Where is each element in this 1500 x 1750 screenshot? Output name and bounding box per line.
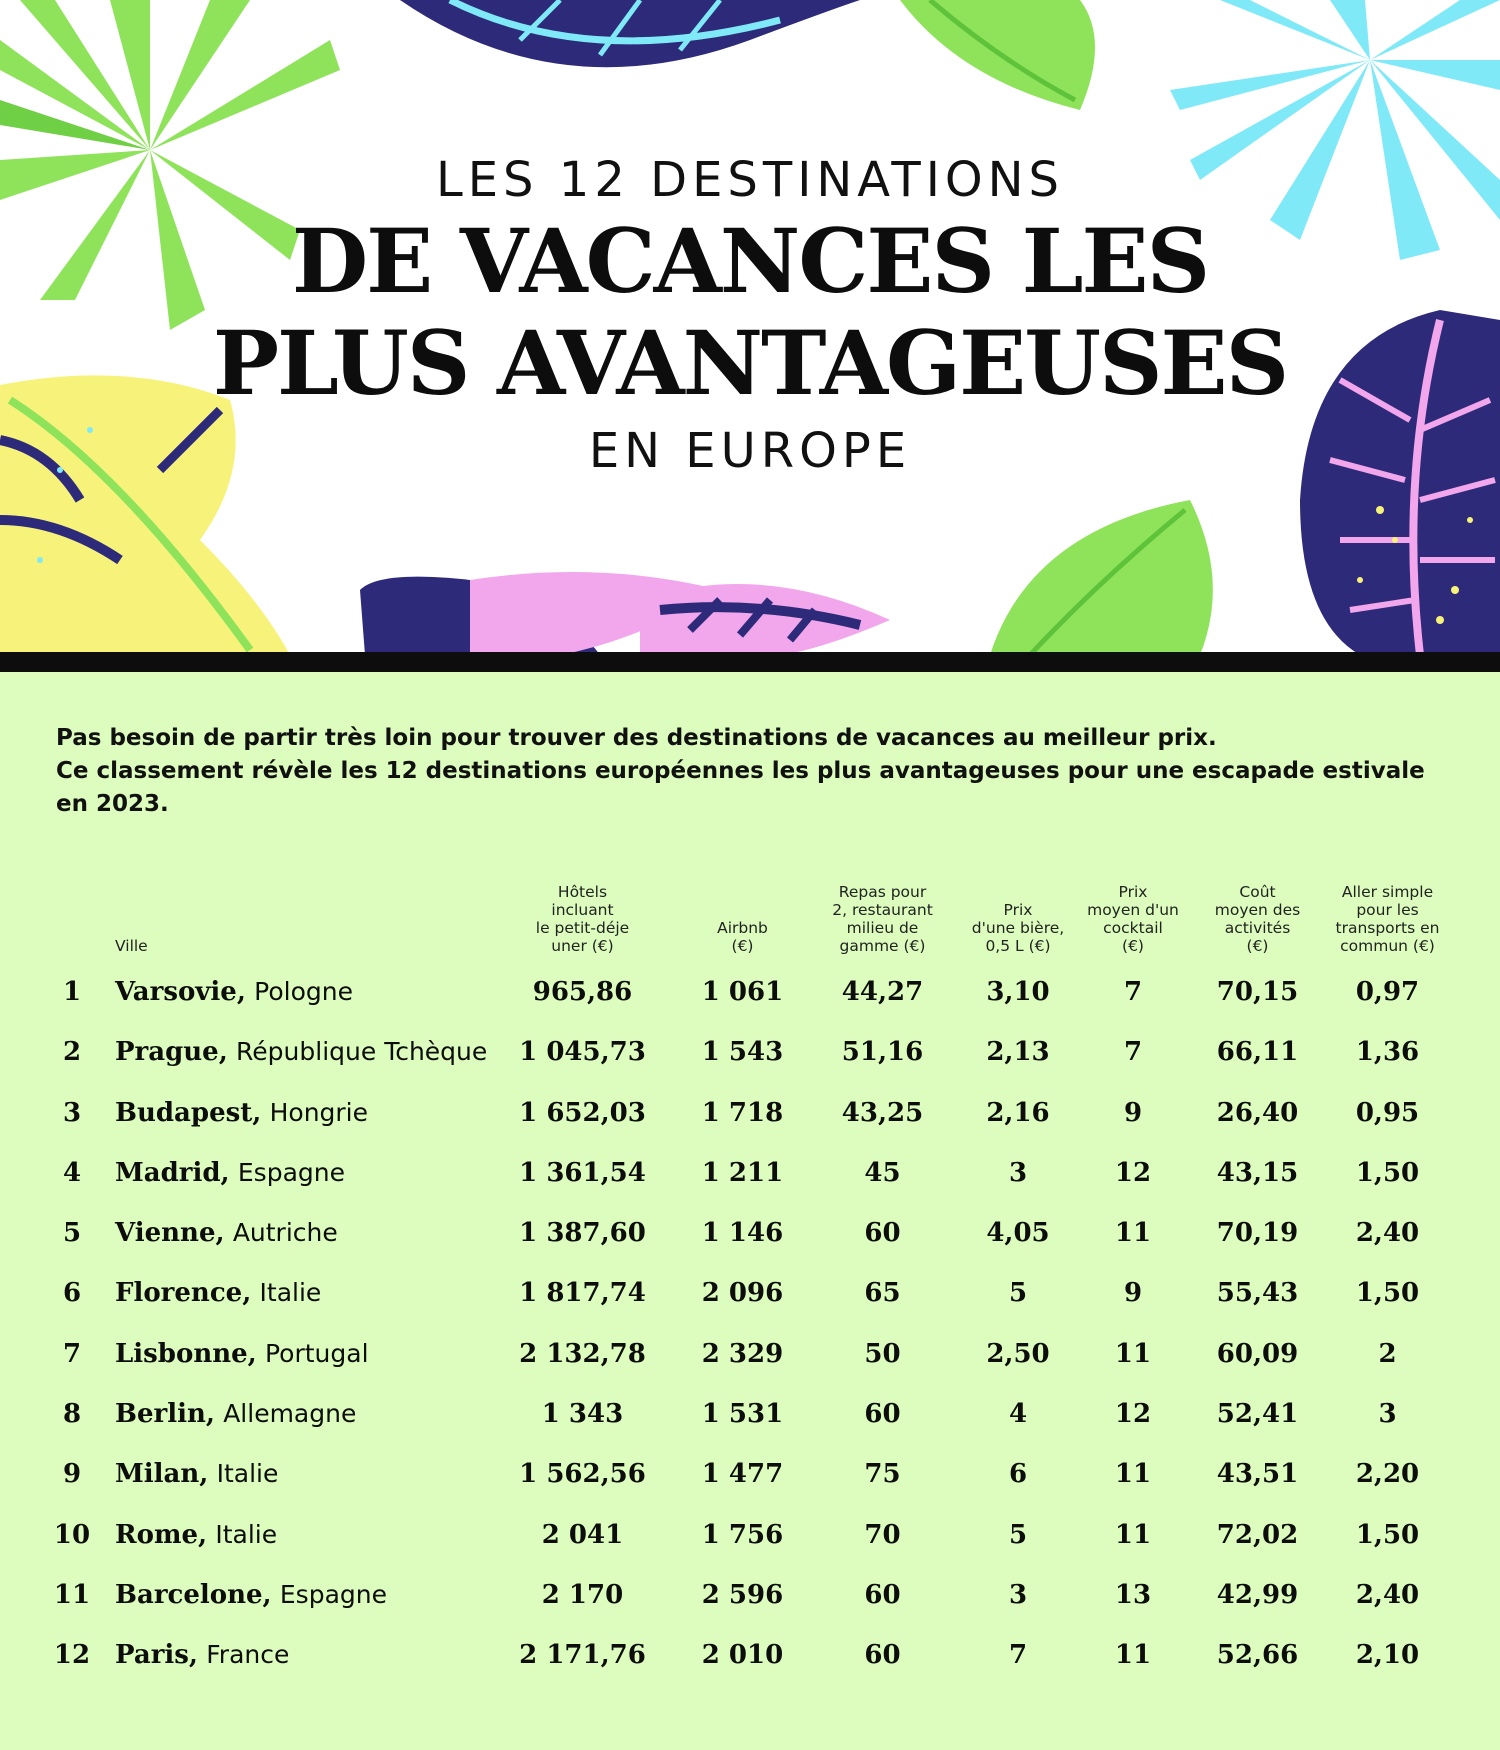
country-name: Allemagne bbox=[223, 1399, 357, 1429]
cocktail-cell: 7 bbox=[1123, 1037, 1143, 1068]
airbnb-cell: 2 096 bbox=[701, 1278, 784, 1309]
meal-cell: 70 bbox=[864, 1519, 901, 1550]
country-name: Espagne bbox=[279, 1579, 387, 1609]
hotel-cell: 1 343 bbox=[541, 1399, 624, 1430]
beer-cell: 4 bbox=[1008, 1399, 1028, 1430]
activity-cell: 60,09 bbox=[1216, 1338, 1299, 1369]
header-meal-line: 2, restaurant bbox=[832, 901, 933, 919]
transport-cell: 2,10 bbox=[1355, 1640, 1420, 1671]
table-row bbox=[0, 1022, 1500, 1082]
title-block bbox=[0, 150, 1500, 482]
activity-cell: 43,15 bbox=[1216, 1157, 1299, 1188]
header-cocktail-line: moyen d'un bbox=[1087, 901, 1179, 919]
city-name: Budapest, bbox=[115, 1097, 262, 1128]
title-line-3: PLUS AVANTAGEUSES bbox=[212, 311, 1288, 415]
intro-text bbox=[56, 722, 1456, 821]
table-row bbox=[0, 962, 1500, 1022]
city-name: Berlin, bbox=[115, 1399, 215, 1430]
header-cocktail-line: cocktail bbox=[1103, 919, 1163, 937]
activity-cell: 70,15 bbox=[1216, 977, 1299, 1007]
cocktail-cell: 11 bbox=[1114, 1640, 1152, 1671]
hotel-cell: 1 361,54 bbox=[519, 1157, 646, 1188]
header-airbnb-line: (€) bbox=[731, 937, 754, 955]
airbnb-cell: 2 596 bbox=[701, 1579, 784, 1610]
country-name: Italie bbox=[215, 1519, 278, 1549]
city-name: Vienne, bbox=[115, 1218, 225, 1249]
table-row bbox=[0, 1625, 1500, 1685]
intro-line-2: Ce classement révèle les 12 destinations européennes les plus avantageuses pour une escapade estivale en 2023. bbox=[56, 758, 1425, 817]
meal-cell: 51,16 bbox=[841, 1037, 924, 1068]
hotel-cell: 2 171,76 bbox=[519, 1640, 646, 1671]
title-line-4: EN EUROPE bbox=[588, 423, 912, 479]
header-city-label: Ville bbox=[115, 937, 148, 955]
activity-cell: 70,19 bbox=[1216, 1218, 1299, 1249]
header-activity-line: activités bbox=[1224, 919, 1291, 937]
table-row bbox=[0, 1384, 1500, 1444]
cocktail-cell: 11 bbox=[1114, 1459, 1152, 1490]
header-beer-line: Prix bbox=[1003, 901, 1033, 919]
hotel-cell: 1 817,74 bbox=[519, 1278, 646, 1309]
header-beer bbox=[958, 901, 1078, 955]
city-cell bbox=[115, 1565, 515, 1625]
meal-cell: 45 bbox=[864, 1157, 901, 1188]
header-beer-line: 0,5 L (€) bbox=[985, 937, 1051, 955]
rank-cell: 12 bbox=[53, 1640, 91, 1671]
activity-cell: 43,51 bbox=[1216, 1459, 1299, 1490]
table-row bbox=[0, 1203, 1500, 1263]
meal-cell: 60 bbox=[864, 1579, 901, 1610]
beer-cell: 3,10 bbox=[986, 977, 1050, 1007]
transport-cell: 3 bbox=[1378, 1399, 1397, 1430]
meal-cell: 60 bbox=[864, 1218, 901, 1249]
hotel-cell: 2 041 bbox=[541, 1519, 624, 1550]
beer-cell: 5 bbox=[1008, 1278, 1028, 1309]
country-name: Portugal bbox=[264, 1338, 369, 1368]
cocktail-cell: 9 bbox=[1123, 1278, 1143, 1309]
activity-cell: 52,66 bbox=[1216, 1640, 1299, 1671]
airbnb-cell: 1 718 bbox=[701, 1097, 784, 1128]
cocktail-cell: 11 bbox=[1114, 1218, 1152, 1249]
header-hotel-line: incluant bbox=[551, 901, 614, 919]
green-leaf-right bbox=[990, 500, 1213, 655]
activity-cell: 26,40 bbox=[1216, 1097, 1299, 1128]
country-name: Autriche bbox=[232, 1218, 338, 1248]
cocktail-cell: 7 bbox=[1123, 977, 1143, 1007]
meal-cell: 60 bbox=[864, 1640, 901, 1671]
city-name: Milan, bbox=[115, 1459, 209, 1490]
rank-cell: 10 bbox=[53, 1519, 91, 1550]
meal-cell: 75 bbox=[864, 1459, 901, 1490]
airbnb-cell: 1 146 bbox=[701, 1218, 784, 1249]
city-cell bbox=[115, 1324, 515, 1384]
cocktail-cell: 11 bbox=[1114, 1338, 1152, 1369]
header-hotel-line: Hôtels bbox=[557, 883, 608, 901]
navy-leaf-top bbox=[400, 0, 860, 67]
header-cocktail-line: Prix bbox=[1118, 883, 1148, 901]
title-line-1: LES 12 DESTINATIONS bbox=[435, 152, 1064, 208]
city-name: Madrid, bbox=[115, 1157, 230, 1188]
header-transport-line: pour les bbox=[1356, 901, 1419, 919]
city-cell bbox=[115, 1625, 515, 1685]
meal-cell: 60 bbox=[864, 1399, 901, 1430]
beer-cell: 5 bbox=[1008, 1519, 1028, 1550]
table-row bbox=[0, 1444, 1500, 1504]
city-name: Rome, bbox=[115, 1519, 208, 1550]
header-banner bbox=[0, 0, 1500, 655]
beer-cell: 6 bbox=[1008, 1459, 1028, 1490]
header-city bbox=[115, 937, 148, 955]
rank-cell: 2 bbox=[62, 1037, 82, 1068]
city-name: Florence, bbox=[115, 1278, 252, 1309]
beer-cell: 2,16 bbox=[986, 1097, 1050, 1128]
city-cell bbox=[115, 1022, 515, 1082]
hotel-cell: 2 132,78 bbox=[519, 1338, 646, 1369]
cocktail-cell: 12 bbox=[1114, 1399, 1152, 1430]
table-body bbox=[0, 962, 1500, 1686]
cocktail-cell: 13 bbox=[1114, 1579, 1152, 1610]
meal-cell: 43,25 bbox=[841, 1097, 924, 1128]
header-cocktail bbox=[1083, 883, 1183, 955]
meal-cell: 44,27 bbox=[841, 977, 924, 1007]
table-row bbox=[0, 1324, 1500, 1384]
header-activity bbox=[1195, 883, 1320, 955]
table-row bbox=[0, 1263, 1500, 1323]
transport-cell: 0,95 bbox=[1355, 1097, 1420, 1128]
city-cell bbox=[115, 962, 515, 1022]
destinations-table bbox=[0, 860, 1500, 1686]
city-cell bbox=[115, 1505, 515, 1565]
country-name: Espagne bbox=[237, 1157, 345, 1187]
city-name: Prague, bbox=[115, 1037, 228, 1068]
city-name: Varsovie, bbox=[115, 977, 246, 1007]
transport-cell: 1,50 bbox=[1355, 1278, 1420, 1309]
cocktail-cell: 9 bbox=[1123, 1097, 1143, 1128]
beer-cell: 4,05 bbox=[986, 1218, 1050, 1249]
rank-cell: 6 bbox=[62, 1278, 82, 1309]
header-transport-line: commun (€) bbox=[1340, 937, 1435, 955]
header-hotel bbox=[500, 883, 665, 955]
title-line-2: DE VACANCES LES bbox=[291, 209, 1209, 313]
rank-cell: 3 bbox=[62, 1097, 82, 1128]
city-cell bbox=[115, 1083, 515, 1143]
airbnb-cell: 2 329 bbox=[701, 1338, 784, 1369]
beer-cell: 3 bbox=[1008, 1157, 1028, 1188]
rank-cell: 8 bbox=[62, 1399, 82, 1430]
activity-cell: 66,11 bbox=[1216, 1037, 1299, 1068]
transport-cell: 2,40 bbox=[1355, 1218, 1420, 1249]
rank-cell: 9 bbox=[62, 1459, 82, 1490]
header-activity-line: moyen des bbox=[1214, 901, 1301, 919]
rank-cell: 7 bbox=[62, 1338, 82, 1369]
header-beer-line: d'une bière, bbox=[971, 919, 1065, 937]
rank-cell: 1 bbox=[62, 977, 82, 1007]
hotel-cell: 965,86 bbox=[532, 977, 633, 1007]
intro-line-1: Pas besoin de partir très loin pour trouver des destinations de vacances au meilleur prix. bbox=[56, 725, 1217, 751]
country-name: Italie bbox=[216, 1459, 279, 1489]
activity-cell: 55,43 bbox=[1216, 1278, 1299, 1309]
header-meal bbox=[820, 883, 945, 955]
airbnb-cell: 1 531 bbox=[701, 1399, 784, 1430]
beer-cell: 3 bbox=[1008, 1579, 1028, 1610]
transport-cell: 2 bbox=[1378, 1338, 1397, 1369]
header-activity-line: Coût bbox=[1239, 883, 1276, 901]
header-cocktail-line: (€) bbox=[1122, 937, 1144, 955]
table-row bbox=[0, 1083, 1500, 1143]
rank-cell: 11 bbox=[53, 1579, 91, 1610]
airbnb-cell: 2 010 bbox=[701, 1640, 784, 1671]
country-name: République Tchèque bbox=[236, 1037, 488, 1067]
airbnb-cell: 1 756 bbox=[701, 1519, 784, 1550]
transport-cell: 2,20 bbox=[1355, 1459, 1420, 1490]
city-cell bbox=[115, 1143, 515, 1203]
transport-cell: 1,36 bbox=[1355, 1037, 1420, 1068]
hotel-cell: 1 045,73 bbox=[519, 1037, 646, 1068]
header-meal-line: Repas pour bbox=[838, 883, 927, 901]
city-cell bbox=[115, 1263, 515, 1323]
city-name: Barcelone, bbox=[115, 1579, 272, 1610]
country-name: Pologne bbox=[254, 977, 353, 1006]
table-row bbox=[0, 1505, 1500, 1565]
city-name: Lisbonne, bbox=[115, 1338, 257, 1369]
country-name: Italie bbox=[259, 1278, 322, 1308]
airbnb-cell: 1 061 bbox=[701, 977, 784, 1007]
transport-cell: 1,50 bbox=[1355, 1157, 1420, 1188]
transport-cell: 2,40 bbox=[1355, 1579, 1420, 1610]
header-divider bbox=[0, 652, 1500, 672]
hotel-cell: 1 387,60 bbox=[519, 1218, 646, 1249]
header-activity-line: (€) bbox=[1246, 937, 1269, 955]
table-header bbox=[0, 860, 1500, 955]
rank-cell: 5 bbox=[62, 1218, 82, 1249]
header-hotel-line: uner (€) bbox=[551, 937, 614, 955]
header-meal-line: milieu de bbox=[846, 919, 919, 937]
activity-cell: 52,41 bbox=[1216, 1399, 1299, 1430]
table-row bbox=[0, 1143, 1500, 1203]
city-cell bbox=[115, 1444, 515, 1504]
meal-cell: 50 bbox=[864, 1338, 901, 1369]
activity-cell: 42,99 bbox=[1216, 1579, 1299, 1610]
header-meal-line: gamme (€) bbox=[839, 937, 926, 955]
city-name: Paris, bbox=[115, 1640, 198, 1671]
meal-cell: 65 bbox=[864, 1278, 901, 1309]
header-transport bbox=[1325, 883, 1450, 955]
header-airbnb-line: Airbnb bbox=[717, 919, 768, 937]
cocktail-cell: 11 bbox=[1114, 1519, 1152, 1550]
cocktail-cell: 12 bbox=[1114, 1157, 1152, 1188]
beer-cell: 2,13 bbox=[986, 1037, 1050, 1068]
table-row bbox=[0, 1565, 1500, 1625]
airbnb-cell: 1 543 bbox=[701, 1037, 784, 1068]
city-cell bbox=[115, 1384, 515, 1444]
transport-cell: 1,50 bbox=[1355, 1519, 1420, 1550]
beer-cell: 2,50 bbox=[986, 1338, 1050, 1369]
rank-cell: 4 bbox=[62, 1157, 82, 1188]
header-hotel-line: le petit-déje bbox=[535, 919, 630, 937]
green-leaf-top bbox=[900, 0, 1095, 110]
city-cell bbox=[115, 1203, 515, 1263]
country-name: France bbox=[206, 1640, 290, 1670]
beer-cell: 7 bbox=[1008, 1640, 1028, 1671]
hotel-cell: 1 652,03 bbox=[519, 1097, 646, 1128]
content-panel bbox=[0, 672, 1500, 1750]
airbnb-cell: 1 477 bbox=[701, 1459, 784, 1490]
header-transport-line: transports en bbox=[1335, 919, 1440, 937]
pink-navy-leaves-bottom bbox=[360, 572, 890, 655]
airbnb-cell: 1 211 bbox=[701, 1157, 784, 1188]
country-name: Hongrie bbox=[269, 1097, 369, 1127]
hotel-cell: 2 170 bbox=[541, 1579, 624, 1610]
hotel-cell: 1 562,56 bbox=[519, 1459, 646, 1490]
header-airbnb bbox=[680, 919, 805, 955]
activity-cell: 72,02 bbox=[1216, 1519, 1299, 1550]
header-transport-line: Aller simple bbox=[1341, 883, 1434, 901]
transport-cell: 0,97 bbox=[1355, 977, 1420, 1007]
